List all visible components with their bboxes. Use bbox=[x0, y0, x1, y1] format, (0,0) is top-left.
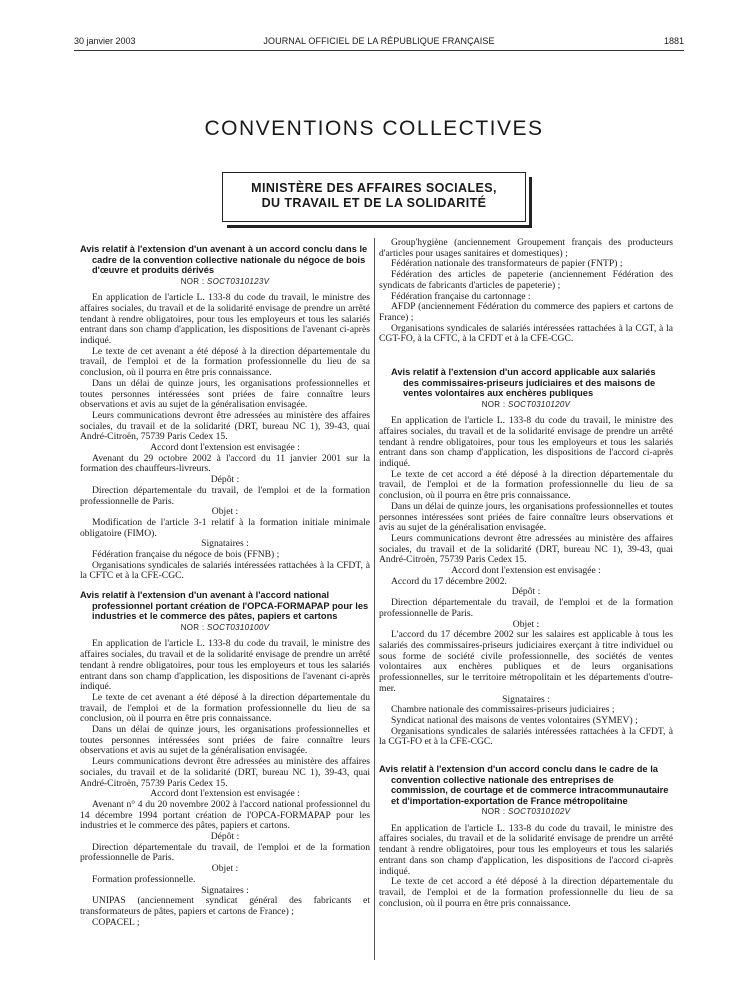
avis3-paragraph: Dans un délai de quinze jours, les organisations professionnelles et toutes personnes intéressées sont priées de faire connaître leurs observations et avis au sujet de la généralisation envisagée. bbox=[379, 500, 673, 534]
avis3-nor bbox=[379, 400, 673, 411]
avis3-nor-code: SOCT0310120V bbox=[507, 399, 571, 409]
avis4-paragraph: En application de l'article L. 133-8 du code du travail, le ministre des affaires sociales, du travail et de la solidarité envisage de prendre un arrêté tendant à rendre obligatoires, pour tous les employeurs et tous les salariés entrant dans son champ d'application, les dispositions de l'accord ci-après indiqué. bbox=[379, 822, 673, 877]
avis3-depot-label: Dépôt : bbox=[511, 586, 541, 598]
avis2-ext-label: Accord dont l'extension est envisagée : bbox=[150, 788, 300, 800]
avis3-signataire: Organisations syndicales de salariés intéressées rattachées à la CFDT, à la CGT-FO et à la CFE-CGC. bbox=[379, 725, 673, 748]
avis3-paragraph: Leurs communications devront être adressées au ministère des affaires sociales, du travail et de la solidarité (DRT, bureau NC 1), 39-43, quai André-Citroën, 75739 Paris Cedex 15. bbox=[379, 532, 673, 566]
header-page-number: 1881 bbox=[663, 36, 684, 46]
avis1-nor-label: NOR : bbox=[180, 276, 205, 286]
avis4-title: Avis relatif à l'extension d'un accord conclu dans le cadre de la convention collective nationale des entreprises de commission, de courtage et de commerce intracommunautaire et d'importation-exportation de France métropolitaine bbox=[379, 764, 669, 806]
avis2-nor-label: NOR : bbox=[180, 622, 205, 632]
avis3-objet-label: Objet : bbox=[512, 618, 540, 630]
ministry-title bbox=[223, 181, 525, 211]
avis2-signataire: Fédération nationale des transformateurs de papier (FNTP) ; bbox=[391, 258, 623, 270]
avis4-nor-code: SOCT0310102V bbox=[507, 807, 571, 817]
avis1-objet: Modification de l'article 3-1 relatif à la formation initiale minimale obligatoire (FIMO). bbox=[80, 516, 370, 539]
header-journal-title: JOURNAL OFFICIEL DE LA RÉPUBLIQUE FRANÇAISE bbox=[263, 36, 495, 46]
avis1-ext-label: Accord dont l'extension est envisagée : bbox=[150, 442, 300, 454]
avis2-objet: Formation professionnelle. bbox=[92, 873, 196, 885]
avis1-paragraph: En application de l'article L. 133-8 du code du travail, le ministre des affaires sociales, du travail et de la solidarité envisage de prendre un arrêté tendant à rendre obligatoires, pour tous les employeurs et tous les salariés entrant dans son champ d'application, les dispositions de l'avenant ci-après indiqué. bbox=[80, 292, 370, 347]
right-column bbox=[379, 238, 673, 909]
ministry-box bbox=[222, 172, 526, 222]
avis2-paragraph: En application de l'article L. 133-8 du code du travail, le ministre des affaires sociales, du travail et de la solidarité envisage de prendre un arrêté tendant à rendre obligatoires, pour tous les employeurs et tous les salariés entrant dans son champ d'application, les dispositions de l'avenant ci-après indiqué. bbox=[80, 638, 370, 693]
avis4-paragraph: Le texte de cet accord a été déposé à la direction départementale du travail, de l'emploi et de la formation professionnelle du lieu de sa conclusion, où il pourra en être pris connaissance. bbox=[379, 876, 673, 909]
avis1-signataire: Organisations syndicales de salariés intéressées rattachées à la CFDT, à la CFTC et à la CFE-CGC. bbox=[80, 559, 370, 582]
running-header bbox=[74, 36, 684, 50]
avis3-signataires-label: Signataires : bbox=[502, 693, 550, 705]
avis1-nor-code: SOCT0310123V bbox=[206, 276, 270, 286]
avis1-signataire: Fédération française du négoce de bois (FFNB) ; bbox=[92, 549, 280, 561]
avis2-paragraph: Leurs communications devront être adressées au ministère des affaires sociales, du travail et de la solidarité (DRT, bureau NC 1), 39-43, quai André-Citroën, 75739 Paris Cedex 15. bbox=[80, 756, 370, 789]
avis1-depot-label: Dépôt : bbox=[210, 474, 240, 486]
avis4-nor bbox=[379, 807, 673, 818]
header-date: 30 janvier 2003 bbox=[74, 36, 136, 46]
avis2-paragraph: Le texte de cet avenant a été déposé à la direction départementale du travail, de l'emploi et de la formation professionnelle du lieu de sa conclusion, où il pourra en être pris connaissance. bbox=[80, 691, 370, 725]
avis1-title: Avis relatif à l'extension d'un avenant à un accord conclu dans le cadre de la convention collective nationale du négoce de bois d'œuvre et produits dérivés bbox=[80, 244, 368, 275]
avis2-signataire: AFDP (anciennement Fédération du commerce des papiers et cartons de France) ; bbox=[379, 301, 673, 323]
avis3-objet: L'accord du 17 décembre 2002 sur les salaires est applicable à tous les salariés des commissaires-priseurs judiciaires exerçant à titre individuel ou sous forme de société civile professionnelle, des sociétés de ventes volontaires aux enchères publiques et de leurs organisations professionnelles, sur le territoire métropolitain et les départements d'outre-mer. bbox=[379, 629, 673, 694]
avis3-paragraph: En application de l'article L. 133-8 du code du travail, le ministre des affaires sociales, du travail et de la solidarité envisage de prendre un arrêté tendant à rendre obligatoires, pour tous les employeurs et tous les salariés entrant dans son champ d'application, les dispositions de l'accord ci-après indiqué. bbox=[379, 415, 673, 470]
left-column bbox=[80, 244, 370, 928]
avis1-paragraph: Le texte de cet avenant a été déposé à la direction départementale du travail, de l'emploi et de la formation professionnelle du lieu de sa conclusion, où il pourra en être pris connaissance. bbox=[80, 345, 370, 379]
avis3-title: Avis relatif à l'extension d'un accord applicable aux salariés des commissaires-priseurs judiciaires et des maisons de ventes volontaires aux enchères publiques bbox=[391, 367, 656, 399]
avis3-signataire: Syndicat national des maisons de ventes volontaires (SYMEV) ; bbox=[391, 714, 638, 726]
avis2-paragraph: Dans un délai de quinze jours, les organisations professionnelles et toutes personnes intéressées sont priées de faire connaître leurs observations et avis au sujet de la généralisation envisagée. bbox=[80, 724, 370, 757]
avis1-depot: Direction départementale du travail, de l'emploi et de la formation professionnelle de Paris. bbox=[80, 484, 370, 507]
avis1-paragraph: Dans un délai de quinze jours, les organisations professionnelles et toutes personnes intéressées sont priées de faire connaître leurs observations et avis au sujet de la généralisation envisagée. bbox=[80, 377, 370, 411]
avis2-signataire: Organisations syndicales de salariés intéressées rattachées à la CGT, à la CGT-FO, à la CFTC, à la CFDT et à la CFE-CGC. bbox=[379, 322, 673, 345]
avis2-signataire: Fédération des articles de papeterie (anciennement Fédération des syndicats de fabricants d'articles de papeterie) ; bbox=[379, 269, 673, 291]
avis1-signataires-label: Signataires : bbox=[201, 538, 249, 550]
avis2-signataires-label: Signataires : bbox=[201, 884, 249, 896]
avis2-title: Avis relatif à l'extension d'un avenant à l'accord national professionnel portant création de l'OPCA-FORMAPAP pour les industries et le commerce des pâtes, papiers et cartons bbox=[80, 590, 369, 622]
section-title: CONVENTIONS COLLECTIVES bbox=[204, 117, 544, 140]
avis3-ext: Accord du 17 décembre 2002. bbox=[391, 575, 507, 587]
avis2-depot: Direction départementale du travail, de l'emploi et de la formation professionnelle de Paris. bbox=[80, 841, 370, 864]
avis1-nor bbox=[80, 277, 370, 288]
avis3-depot: Direction départementale du travail, de l'emploi et de la formation professionnelle de Paris. bbox=[379, 597, 673, 619]
avis2-depot-label: Dépôt : bbox=[210, 831, 240, 843]
avis2-nor bbox=[80, 623, 370, 634]
ministry-line-1: MINISTÈRE DES AFFAIRES SOCIALES, bbox=[251, 181, 497, 195]
avis1-ext: Avenant du 29 octobre 2002 à l'accord du 11 janvier 2001 sur la formation des chauffeurs-livreurs. bbox=[80, 452, 370, 475]
header-rule bbox=[74, 50, 684, 51]
avis2-objet-label: Objet : bbox=[211, 863, 239, 875]
avis2-signataire: Group'hygiène (anciennement Groupement français des producteurs d'articles pour usages sanitaires et domestiques) ; bbox=[379, 237, 673, 259]
avis2-signataire: Fédération française du cartonnage : bbox=[391, 290, 531, 302]
avis2-signataire: UNIPAS (anciennement syndicat général des fabricants et transformateurs de pâtes, papiers et cartons de France) ; bbox=[80, 895, 370, 917]
avis2-ext: Avenant n° 4 du 20 novembre 2002 à l'accord national professionnel du 14 décembre 1994 portant création de l'OPCA-FORMAPAP pour les industries et le commerce des pâtes, papiers et cartons. bbox=[80, 798, 370, 832]
avis3-ext-label: Accord dont l'extension est envisagée : bbox=[451, 565, 601, 577]
column-divider bbox=[374, 238, 375, 960]
avis1-paragraph: Leurs communications devront être adressées au ministère des affaires sociales, du travail et de la solidarité (DRT, bureau NC 1), 39-43, quai André-Citroën, 75739 Paris Cedex 15. bbox=[80, 409, 370, 443]
avis2-nor-code: SOCT0310100V bbox=[206, 622, 270, 632]
avis3-signataire: Chambre nationale des commissaires-priseurs judiciaires ; bbox=[391, 704, 615, 716]
avis4-nor-label: NOR : bbox=[481, 807, 506, 817]
avis3-paragraph: Le texte de cet accord a été déposé à la direction départementale du travail, de l'emploi et de la formation professionnelle du lieu de sa conclusion, où il pourra en être pris connaissance. bbox=[379, 468, 673, 502]
ministry-line-2: DU TRAVAIL ET DE LA SOLIDARITÉ bbox=[261, 196, 487, 210]
avis2-signataire: COPACEL ; bbox=[92, 916, 140, 928]
avis3-nor-label: NOR : bbox=[481, 399, 506, 409]
avis1-objet-label: Objet : bbox=[211, 506, 239, 518]
